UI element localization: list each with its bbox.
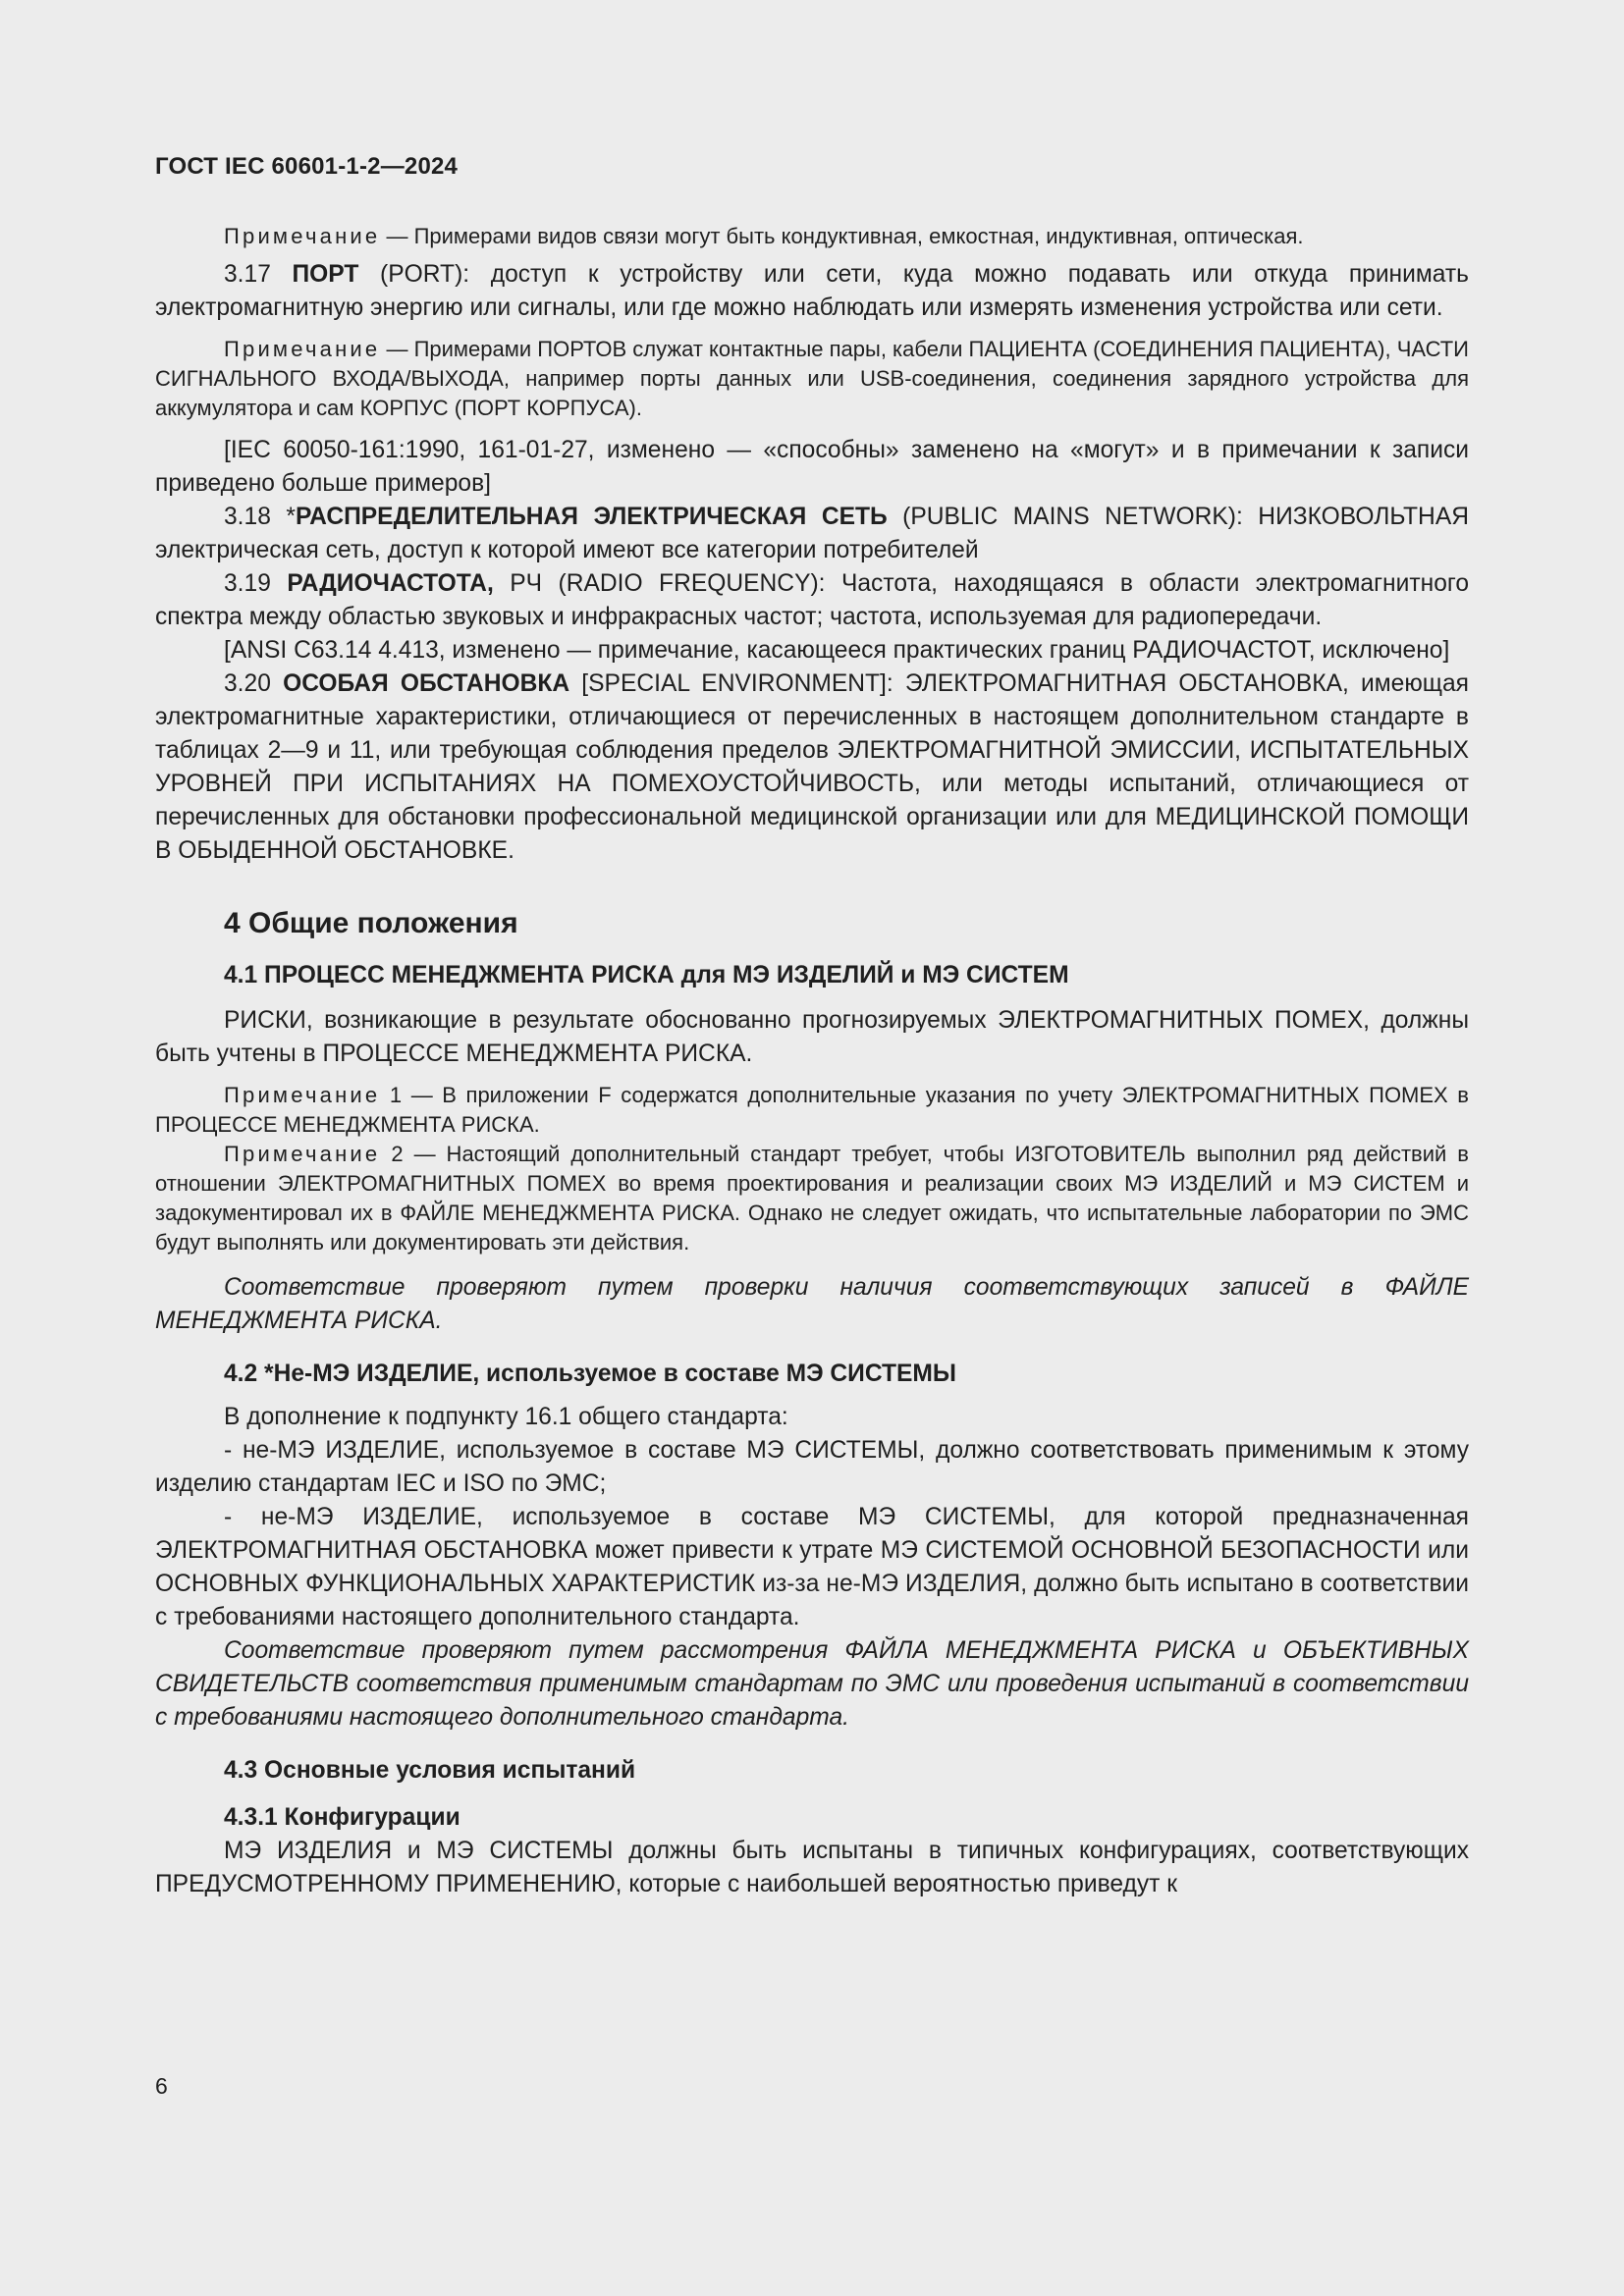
note-label: Примечание [224,1083,381,1107]
term-3-17: 3.17 ПОРТ (PORT): доступ к устройству или сети, куда можно подавать или откуда принимать электромагнитную энергию или сигналы, или где можно наблюдать или измерять изменения устройства или сети. [155,261,1469,321]
page-number: 6 [155,2073,168,2099]
section-4-2-item-2: - не-МЭ ИЗДЕЛИЕ, используемое в составе МЭ СИСТЕМЫ, для которой предназначенная ЭЛЕКТРОМАГНИТНАЯ ОБСТАНОВКА может привести к утрате МЭ СИСТЕМОЙ ОСНОВНОЙ БЕЗОПАСНОСТИ или ОСНОВНЫХ ФУНКЦИОНАЛЬНЫХ ХАРАКТЕРИСТИК из-за не-МЭ ИЗДЕЛИЯ, должно быть испытано в соответствии с требованиями настоящего дополнительного стандарта. [155,1504,1469,1630]
section-4-1-compliance: Соответствие проверяют путем проверки наличия соответствующих записей в ФАЙЛЕ МЕНЕДЖМЕНТА РИСКА. [155,1274,1469,1334]
section-4-2-heading: 4.2 *Не-МЭ ИЗДЕЛИЕ, используемое в составе МЭ СИСТЕМЫ [224,1361,957,1387]
term-3-20: 3.20 ОСОБАЯ ОБСТАНОВКА [SPECIAL ENVIRONMENT]: ЭЛЕКТРОМАГНИТНАЯ ОБСТАНОВКА, имеющая электромагнитные характеристики, отличающиеся от перечисленных в настоящем дополнительном стандарте в таблицах 2—9 и 11, или требующая соблюдения пределов ЭЛЕКТРОМАГНИТНОЙ ЭМИССИИ, ИСПЫТАТЕЛЬНЫХ УРОВНЕЙ ПРИ ИСПЫТАНИЯХ НА ПОМЕХОУСТОЙЧИВОСТЬ, или методы испытаний, отличающиеся от перечисленных для обстановки профессиональной медицинской организации или для МЕДИЦИНСКОЙ ПОМОЩИ В ОБЫДЕННОЙ ОБСТАНОВКЕ. [155,670,1469,864]
note-2: Примечание 2 — Настоящий дополнительный стандарт требует, чтобы ИЗГОТОВИТЕЛЬ выполнил ряд действий в отношении ЭЛЕКТРОМАГНИТНЫХ ПОМЕХ во время проектирования и реализации своих МЭ ИЗДЕЛИЙ и МЭ СИСТЕМ и задокументировал их в ФАЙЛЕ МЕНЕДЖМЕНТА РИСКА. Однако не следует ожидать, что испытательные лаборатории по ЭМС будут выполнять или документировать эти действия. [155,1142,1469,1255]
reference-iec-60050: [IEC 60050-161:1990, 161-01-27, изменено — «способны» заменено на «могут» и в примечании к записи приведено больше примеров] [155,437,1469,497]
term-special-environment: ОСОБАЯ ОБСТАНОВКА [283,670,570,697]
section-4-3-1-heading: 4.3.1 Конфигурации [224,1804,460,1831]
note-connection-types: Примечание — Примерами видов связи могут быть кондуктивная, емкостная, индуктивная, оптическая. [224,224,1304,248]
term-port: ПОРТ [292,261,359,288]
note-label: Примечание [224,337,381,361]
section-4-2-item-1: - не-МЭ ИЗДЕЛИЕ, используемое в составе МЭ СИСТЕМЫ, должно соответствовать применимым к этому изделию стандартам IEC и ISO по ЭМС; [155,1437,1469,1497]
page-content [155,222,1469,1901]
note-label: Примечание [224,1142,381,1166]
section-4-2-compliance: Соответствие проверяют путем рассмотрения ФАЙЛА МЕНЕДЖМЕНТА РИСКА и ОБЪЕКТИВНЫХ СВИДЕТЕЛЬСТВ соответствия применимым стандартам по ЭМС или проведения испытаний в соответствии с требованиями настоящего дополнительного стандарта. [155,1637,1469,1731]
term-public-mains-network: РАСПРЕДЕЛИТЕЛЬНАЯ ЭЛЕКТРИЧЕСКАЯ СЕТЬ [295,504,888,530]
section-4-2-intro: В дополнение к подпункту 16.1 общего стандарта: [224,1404,788,1430]
reference-ansi: [ANSI C63.14 4.413, изменено — примечание, касающееся практических границ РАДИОЧАСТОТ, исключено] [224,637,1450,664]
section-4-3-heading: 4.3 Основные условия испытаний [224,1757,636,1784]
standard-header: ГОСТ IEC 60601-1-2—2024 [155,153,459,180]
note-label: Примечание [224,224,381,248]
note-1: Примечание 1 — В приложении F содержатся дополнительные указания по учету ЭЛЕКТРОМАГНИТНЫХ ПОМЕХ в ПРОЦЕССЕ МЕНЕДЖМЕНТА РИСКА. [155,1083,1469,1137]
term-3-18: 3.18 *РАСПРЕДЕЛИТЕЛЬНАЯ ЭЛЕКТРИЧЕСКАЯ СЕТЬ (PUBLIC MAINS NETWORK): НИЗКОВОЛЬТНАЯ электрическая сеть, доступ к которой имеют все категории потребителей [155,504,1469,563]
section-4-1-heading: 4.1 ПРОЦЕСС МЕНЕДЖМЕНТА РИСКА для МЭ ИЗДЕЛИЙ и МЭ СИСТЕМ [224,962,1069,988]
section-4-heading: 4 Общие положения [224,907,518,939]
note-ports: Примечание — Примерами ПОРТОВ служат контактные пары, кабели ПАЦИЕНТА (СОЕДИНЕНИЯ ПАЦИЕНТА), ЧАСТИ СИГНАЛЬНОГО ВХОДА/ВЫХОДА, например порты данных или USB-соединения, соединения зарядного устройства для аккумулятора и сам КОРПУС (ПОРТ КОРПУСА). [155,337,1469,420]
term-3-19: 3.19 РАДИОЧАСТОТА, РЧ (RADIO FREQUENCY): Частота, находящаяся в области электромагнитного спектра между областью звуковых и инфракрасных частот; частота, используемая для радиопередачи. [155,570,1470,630]
section-4-1-text: РИСКИ, возникающие в результате обоснованно прогнозируемых ЭЛЕКТРОМАГНИТНЫХ ПОМЕХ, должны быть учтены в ПРОЦЕССЕ МЕНЕДЖМЕНТА РИСКА. [155,1007,1469,1067]
section-4-3-1-text: МЭ ИЗДЕЛИЯ и МЭ СИСТЕМЫ должны быть испытаны в типичных конфигурациях, соответствующих ПРЕДУСМОТРЕННОМУ ПРИМЕНЕНИЮ, которые с наибольшей вероятностью приведут к [155,1838,1469,1897]
term-radio-frequency: РАДИОЧАСТОТА, [287,570,494,597]
